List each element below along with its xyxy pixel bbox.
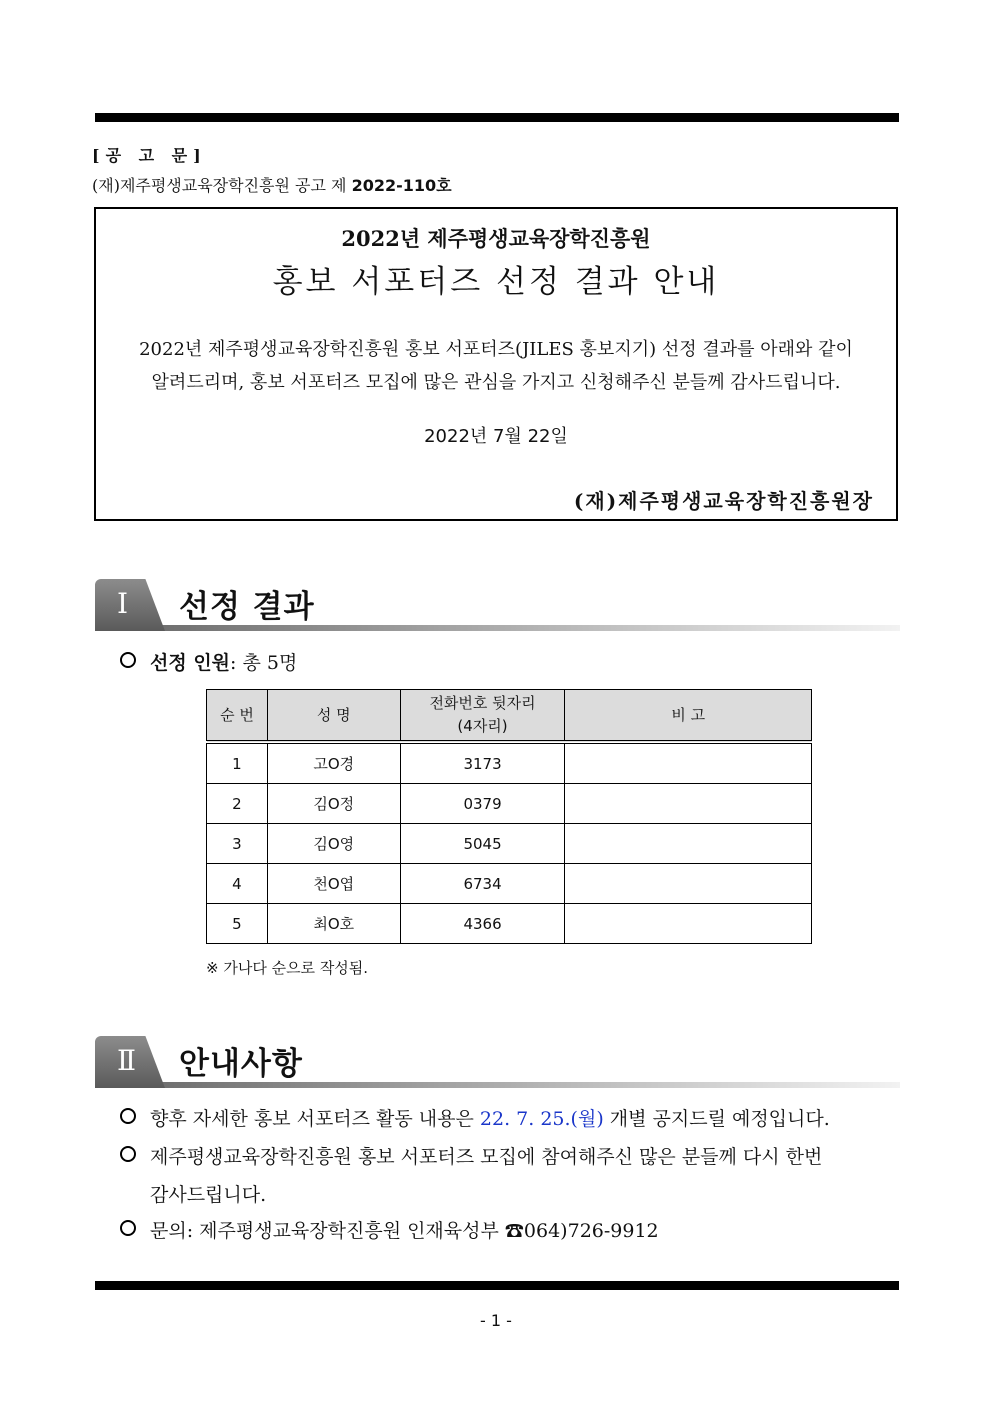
cell-no: 3 [207,824,268,864]
notice-label: [공 고 문] [92,146,207,165]
header-phone-line2: (4자리) [457,717,508,735]
cell-phone: 3173 [400,742,565,784]
info-item-schedule [120,1104,830,1131]
results-table [206,689,812,944]
circle-bullet-icon [120,1220,136,1236]
cell-remark [565,784,812,824]
selection-count [120,648,297,675]
info-item-thanks [120,1142,822,1169]
cell-name: 김O정 [267,784,400,824]
table-row [207,824,812,864]
circle-bullet-icon [120,1146,136,1162]
info-item1-after: 개별 공지드릴 예정입니다. [603,1108,830,1130]
page-number: - 1 - [480,1311,512,1330]
announcement-body-line1: 2022년 제주평생교육장학진흥원 홍보 서포터즈(JILES 홍보지기) 선정 결과를 아래와 같이 [139,339,853,360]
top-rule [95,113,899,122]
table-note: ※ 가나다 순으로 작성됨. [206,959,369,977]
info-item2-line2: 감사드립니다. [150,1184,267,1206]
cell-phone: 4366 [400,904,565,944]
cell-name: 김O영 [267,824,400,864]
announcement-box [94,207,898,521]
cell-remark [565,824,812,864]
selection-count-value: : 총 5명 [230,652,298,674]
announcement-body [126,333,866,399]
cell-no: 4 [207,864,268,904]
selection-count-label: 선정 인원 [150,652,231,674]
phone-icon: ☎ [504,1220,524,1242]
section1-header [95,579,900,631]
announcement-subtitle: 2022년 제주평생교육장학진흥원 [341,226,651,251]
section1-numeral: Ⅰ [117,587,129,620]
info-item1-date: 22. 7. 25.(월) [479,1108,604,1130]
circle-bullet-icon [120,652,136,668]
info-item1-before: 향후 자세한 홍보 서포터즈 활동 내용은 [150,1108,480,1130]
table-row [207,742,812,784]
notice-number-prefix: (재)제주평생교육장학진흥원 공고 제 [92,176,352,195]
circle-bullet-icon [120,1108,136,1124]
header-no: 순 번 [207,690,268,743]
table-row [207,904,812,944]
header-remark: 비 고 [565,690,812,743]
cell-remark [565,864,812,904]
cell-phone: 0379 [400,784,565,824]
cell-no: 2 [207,784,268,824]
section2-header [95,1036,900,1088]
info-item3-text: 문의: 제주평생교육장학진흥원 인재육성부 [150,1220,505,1242]
section1-title: 선정 결과 [179,589,315,625]
announcement-body-line2: 알려드리며, 홍보 서포터즈 모집에 많은 관심을 가지고 신청해주신 분들께 감사드립니다. [151,372,841,393]
cell-phone: 6734 [400,864,565,904]
cell-phone: 5045 [400,824,565,864]
announcement-signature: (재)제주평생교육장학진흥원장 [573,489,874,513]
table-row [207,784,812,824]
cell-name: 고O경 [267,742,400,784]
announcement-date: 2022년 7월 22일 [424,426,568,447]
cell-remark [565,904,812,944]
bottom-rule [95,1281,899,1290]
table-row [207,864,812,904]
header-phone [400,690,565,743]
cell-no: 5 [207,904,268,944]
section2-title: 안내사항 [179,1046,303,1082]
table-header-row [207,690,812,743]
notice-number [92,173,452,196]
info-item3-phone: 064)726-9912 [523,1220,659,1242]
section2-numeral: Ⅱ [117,1044,137,1077]
info-item2-line1: 제주평생교육장학진흥원 홍보 서포터즈 모집에 참여해주신 많은 분들께 다시 한번 [150,1146,823,1168]
notice-number-value: 2022-110호 [351,176,452,195]
section1-tab [95,579,165,631]
cell-name: 최O호 [267,904,400,944]
announcement-title: 홍보 서포터즈 선정 결과 안내 [272,264,720,300]
header-name: 성 명 [267,690,400,743]
cell-no: 1 [207,742,268,784]
info-item-contact [120,1216,659,1243]
header-phone-line1: 전화번호 뒷자리 [429,694,536,712]
cell-name: 천O엽 [267,864,400,904]
cell-remark [565,742,812,784]
